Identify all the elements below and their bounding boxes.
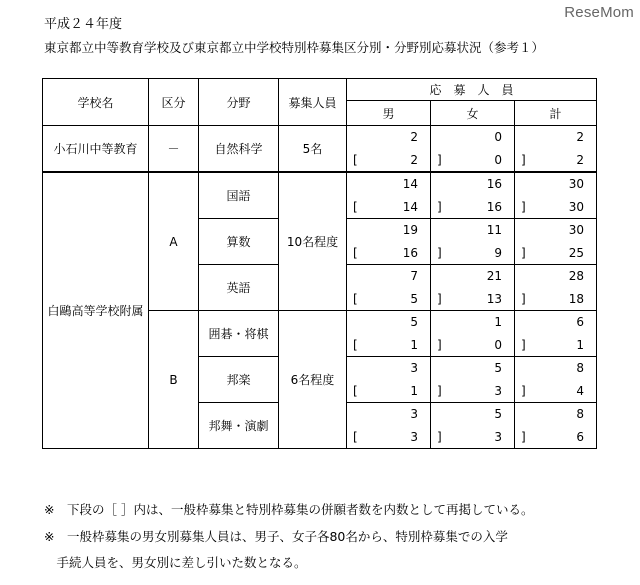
bracket-close: ]	[437, 383, 442, 398]
total-concurrent: 4	[576, 383, 585, 398]
female-count: 11	[486, 223, 502, 237]
bracket-close: ]	[437, 152, 442, 167]
field-cell: 国語	[199, 172, 279, 219]
note-2: ※ 一般枠募集の男女別募集人員は、男子、女子各80名から、特別枠募集での入学	[44, 529, 508, 544]
male-concurrent: 16	[402, 245, 418, 260]
female-concurrent: 3	[494, 383, 502, 398]
total-concurrent: 25	[568, 245, 585, 260]
male-count: 14	[402, 177, 418, 191]
bracket-open: [	[353, 383, 358, 398]
total-concurrent: 30	[568, 199, 585, 214]
male-count: 3	[410, 407, 418, 421]
bracket-close: ]	[437, 199, 442, 214]
header-male: 男	[347, 101, 431, 126]
bracket-close: ]	[521, 429, 526, 444]
total-value-cell	[515, 403, 597, 449]
male-value-cell	[347, 403, 431, 449]
total-count: 28	[568, 269, 585, 283]
fiscal-year: 平成２４年度	[44, 17, 123, 32]
male-value-cell	[347, 172, 431, 219]
bracket-close: ]	[437, 337, 442, 352]
male-count: 2	[410, 130, 418, 144]
female-concurrent: 13	[486, 291, 502, 306]
bracket-close: ]	[521, 383, 526, 398]
bracket-open: [	[353, 337, 358, 352]
bracket-open: [	[353, 245, 358, 260]
female-concurrent: 9	[494, 245, 502, 260]
school-name: 小石川中等教育	[43, 126, 149, 173]
male-value-cell	[347, 126, 431, 173]
kubun-cell: B	[149, 311, 199, 449]
note-1: ※ 下段の［ ］内は、一般枠募集と特別枠募集の併願者数を内数として再掲している。	[44, 502, 534, 517]
male-concurrent: 3	[410, 429, 418, 444]
female-value-cell	[431, 126, 515, 173]
capacity-cell: 5名	[279, 126, 347, 173]
female-value-cell	[431, 172, 515, 219]
female-value-cell	[431, 357, 515, 403]
header-field: 分野	[199, 79, 279, 126]
bracket-open: [	[353, 199, 358, 214]
bracket-close: ]	[521, 199, 526, 214]
male-concurrent: 1	[410, 383, 418, 398]
bracket-close: ]	[521, 245, 526, 260]
female-value-cell	[431, 265, 515, 311]
male-count: 7	[410, 269, 418, 283]
kubun-cell: A	[149, 172, 199, 311]
field-cell: 自然科学	[199, 126, 279, 173]
male-value-cell	[347, 357, 431, 403]
total-value-cell	[515, 172, 597, 219]
application-table	[42, 78, 597, 449]
female-value-cell	[431, 403, 515, 449]
total-value-cell	[515, 265, 597, 311]
female-concurrent: 3	[494, 429, 502, 444]
total-count: 30	[568, 177, 585, 191]
male-concurrent: 2	[410, 152, 418, 167]
header-kubun: 区分	[149, 79, 199, 126]
total-value-cell	[515, 126, 597, 173]
total-concurrent: 2	[576, 152, 585, 167]
male-concurrent: 1	[410, 337, 418, 352]
field-cell: 邦舞・演劇	[199, 403, 279, 449]
capacity-cell: 10名程度	[279, 172, 347, 311]
field-cell: 囲碁・将棋	[199, 311, 279, 357]
total-count: 2	[576, 130, 585, 144]
female-count: 21	[486, 269, 502, 283]
bracket-close: ]	[521, 291, 526, 306]
total-count: 30	[568, 223, 585, 237]
male-count: 5	[410, 315, 418, 329]
header-applicants: 応 募 人 員	[347, 79, 597, 101]
field-cell: 邦楽	[199, 357, 279, 403]
total-value-cell	[515, 357, 597, 403]
total-value-cell	[515, 219, 597, 265]
male-count: 3	[410, 361, 418, 375]
total-concurrent: 18	[568, 291, 585, 306]
page-title: 東京都立中等教育学校及び東京都立中学校特別枠募集区分別・分野別応募状況（参考１）	[44, 40, 545, 55]
female-concurrent: 0	[494, 337, 502, 352]
bracket-open: [	[353, 291, 358, 306]
header-capacity: 募集人員	[279, 79, 347, 126]
bracket-close: ]	[521, 337, 526, 352]
field-cell: 英語	[199, 265, 279, 311]
resemom-logo: ReseMom	[564, 4, 634, 21]
kubun-cell: －	[149, 126, 199, 173]
total-count: 8	[576, 361, 585, 375]
note-3: 手続人員を、男女別に差し引いた数となる。	[44, 555, 307, 570]
table-row	[43, 126, 597, 173]
header-total: 計	[515, 101, 597, 126]
male-concurrent: 14	[402, 199, 418, 214]
male-value-cell	[347, 311, 431, 357]
male-value-cell	[347, 219, 431, 265]
total-count: 8	[576, 407, 585, 421]
female-concurrent: 0	[494, 152, 502, 167]
female-count: 16	[486, 177, 502, 191]
school-name: 白鷗高等学校附属	[43, 172, 149, 449]
female-count: 0	[494, 130, 502, 144]
bracket-close: ]	[437, 291, 442, 306]
bracket-close: ]	[437, 429, 442, 444]
male-value-cell	[347, 265, 431, 311]
female-count: 5	[494, 361, 502, 375]
header-female: 女	[431, 101, 515, 126]
bracket-open: [	[353, 152, 358, 167]
bracket-close: ]	[521, 152, 526, 167]
table-row	[43, 172, 597, 219]
total-concurrent: 6	[576, 429, 585, 444]
capacity-cell: 6名程度	[279, 311, 347, 449]
total-count: 6	[576, 315, 585, 329]
total-value-cell	[515, 311, 597, 357]
bracket-open: [	[353, 429, 358, 444]
male-count: 19	[402, 223, 418, 237]
female-count: 5	[494, 407, 502, 421]
bracket-close: ]	[437, 245, 442, 260]
field-cell: 算数	[199, 219, 279, 265]
header-school: 学校名	[43, 79, 149, 126]
total-concurrent: 1	[576, 337, 585, 352]
female-count: 1	[494, 315, 502, 329]
female-value-cell	[431, 219, 515, 265]
female-concurrent: 16	[486, 199, 502, 214]
female-value-cell	[431, 311, 515, 357]
male-concurrent: 5	[410, 291, 418, 306]
